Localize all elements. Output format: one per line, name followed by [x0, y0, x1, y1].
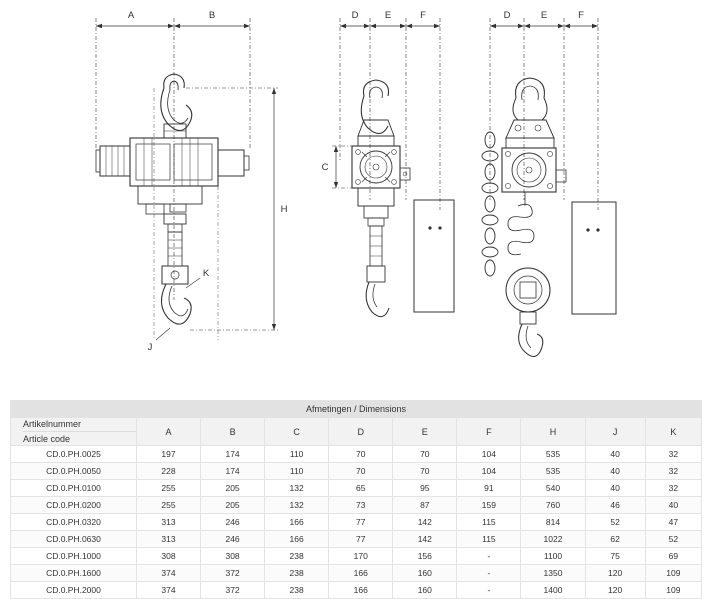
cell-H: 1022 [521, 531, 585, 548]
cell-B: 174 [201, 446, 265, 463]
header-col-F: F [457, 418, 521, 446]
table-body [11, 446, 702, 599]
cell-K: 47 [645, 514, 701, 531]
cell-F: 159 [457, 497, 521, 514]
cell-B: 205 [201, 497, 265, 514]
table-row [11, 514, 702, 531]
cell-code: CD.0.PH.0025 [11, 446, 137, 463]
cell-E: 160 [393, 582, 457, 599]
cell-B: 372 [201, 582, 265, 599]
header-col-B: B [201, 418, 265, 446]
table-row [11, 565, 702, 582]
dim-label-J: J [147, 342, 153, 353]
cell-K: 52 [645, 531, 701, 548]
cell-C: 110 [265, 446, 329, 463]
cell-code: CD.0.PH.1000 [11, 548, 137, 565]
cell-H: 760 [521, 497, 585, 514]
cell-D: 70 [329, 463, 393, 480]
cell-H: 1400 [521, 582, 585, 599]
cell-J: 75 [585, 548, 645, 565]
cell-H: 1350 [521, 565, 585, 582]
cell-code: CD.0.PH.0320 [11, 514, 137, 531]
cell-E: 70 [393, 463, 457, 480]
table-row [11, 548, 702, 565]
cell-A: 255 [136, 497, 200, 514]
cell-A: 313 [136, 531, 200, 548]
table-row [11, 497, 702, 514]
cell-F: - [457, 548, 521, 565]
table-row [11, 480, 702, 497]
cell-E: 156 [393, 548, 457, 565]
cell-D: 65 [329, 480, 393, 497]
dim-label-A: A [127, 10, 135, 21]
dim-label-D-2: D [503, 10, 511, 21]
cell-J: 40 [585, 480, 645, 497]
table-row [11, 446, 702, 463]
cell-D: 166 [329, 565, 393, 582]
manual-hoist-view [468, 0, 658, 390]
cell-B: 246 [201, 514, 265, 531]
dim-label-H: H [280, 204, 288, 215]
cell-D: 77 [329, 531, 393, 548]
cell-code: CD.0.PH.2000 [11, 582, 137, 599]
cell-F: - [457, 582, 521, 599]
cell-E: 87 [393, 497, 457, 514]
cell-H: 540 [521, 480, 585, 497]
cell-J: 40 [585, 463, 645, 480]
cell-K: 109 [645, 565, 701, 582]
cell-B: 246 [201, 531, 265, 548]
cell-code: CD.0.PH.0630 [11, 531, 137, 548]
cell-K: 109 [645, 582, 701, 599]
cell-F: 115 [457, 531, 521, 548]
cell-code: CD.0.PH.1600 [11, 565, 137, 582]
table-row [11, 582, 702, 599]
cell-C: 238 [265, 548, 329, 565]
table-title: Afmetingen / Dimensions [11, 401, 702, 418]
cell-C: 132 [265, 497, 329, 514]
cell-A: 374 [136, 582, 200, 599]
cell-F: 104 [457, 463, 521, 480]
dim-label-E: E [384, 10, 392, 21]
cell-D: 70 [329, 446, 393, 463]
header-col-D: D [329, 418, 393, 446]
cell-B: 308 [201, 548, 265, 565]
cell-C: 166 [265, 514, 329, 531]
dim-label-D: D [351, 10, 359, 21]
cell-A: 228 [136, 463, 200, 480]
front-view [78, 0, 288, 390]
cell-H: 1100 [521, 548, 585, 565]
cell-E: 160 [393, 565, 457, 582]
cell-B: 205 [201, 480, 265, 497]
table-row [11, 531, 702, 548]
cell-K: 69 [645, 548, 701, 565]
cell-J: 120 [585, 565, 645, 582]
header-col-C: C [265, 418, 329, 446]
dimensions-table [10, 400, 702, 599]
cell-K: 40 [645, 497, 701, 514]
dim-label-F: F [420, 10, 426, 21]
header-article-code-en: Article code [23, 434, 71, 444]
cell-K: 32 [645, 463, 701, 480]
cell-A: 308 [136, 548, 200, 565]
cell-D: 73 [329, 497, 393, 514]
cell-code: CD.0.PH.0100 [11, 480, 137, 497]
cell-D: 166 [329, 582, 393, 599]
table-row [11, 463, 702, 480]
side-view [318, 0, 478, 390]
cell-B: 372 [201, 565, 265, 582]
dim-label-B: B [208, 10, 216, 21]
cell-E: 70 [393, 446, 457, 463]
cell-C: 166 [265, 531, 329, 548]
cell-K: 32 [645, 446, 701, 463]
cell-C: 132 [265, 480, 329, 497]
cell-K: 32 [645, 480, 701, 497]
dim-label-C: C [321, 162, 329, 173]
cell-A: 313 [136, 514, 200, 531]
cell-A: 197 [136, 446, 200, 463]
header-article-code [11, 418, 137, 446]
cell-H: 535 [521, 446, 585, 463]
table-title-row [11, 401, 702, 418]
cell-H: 535 [521, 463, 585, 480]
cell-J: 62 [585, 531, 645, 548]
cell-F: 91 [457, 480, 521, 497]
cell-A: 255 [136, 480, 200, 497]
dim-label-E-2: E [540, 10, 548, 21]
cell-C: 110 [265, 463, 329, 480]
cell-C: 238 [265, 582, 329, 599]
cell-C: 238 [265, 565, 329, 582]
cell-B: 174 [201, 463, 265, 480]
header-col-A: A [136, 418, 200, 446]
cell-D: 77 [329, 514, 393, 531]
header-article-code-nl: Artikelnummer [23, 418, 136, 432]
dim-label-K: K [202, 268, 210, 279]
dimensions-table-wrapper [10, 400, 702, 599]
cell-J: 40 [585, 446, 645, 463]
cell-F: - [457, 565, 521, 582]
cell-E: 142 [393, 531, 457, 548]
cell-J: 46 [585, 497, 645, 514]
cell-J: 120 [585, 582, 645, 599]
cell-code: CD.0.PH.0050 [11, 463, 137, 480]
cell-H: 814 [521, 514, 585, 531]
cell-J: 52 [585, 514, 645, 531]
header-col-H: H [521, 418, 585, 446]
cell-code: CD.0.PH.0200 [11, 497, 137, 514]
cell-D: 170 [329, 548, 393, 565]
cell-A: 374 [136, 565, 200, 582]
dim-label-F-2: F [578, 10, 584, 21]
header-col-E: E [393, 418, 457, 446]
cell-F: 104 [457, 446, 521, 463]
cell-E: 142 [393, 514, 457, 531]
cell-F: 115 [457, 514, 521, 531]
cell-E: 95 [393, 480, 457, 497]
table-header-row [11, 418, 702, 446]
header-col-K: K [645, 418, 701, 446]
header-col-J: J [585, 418, 645, 446]
